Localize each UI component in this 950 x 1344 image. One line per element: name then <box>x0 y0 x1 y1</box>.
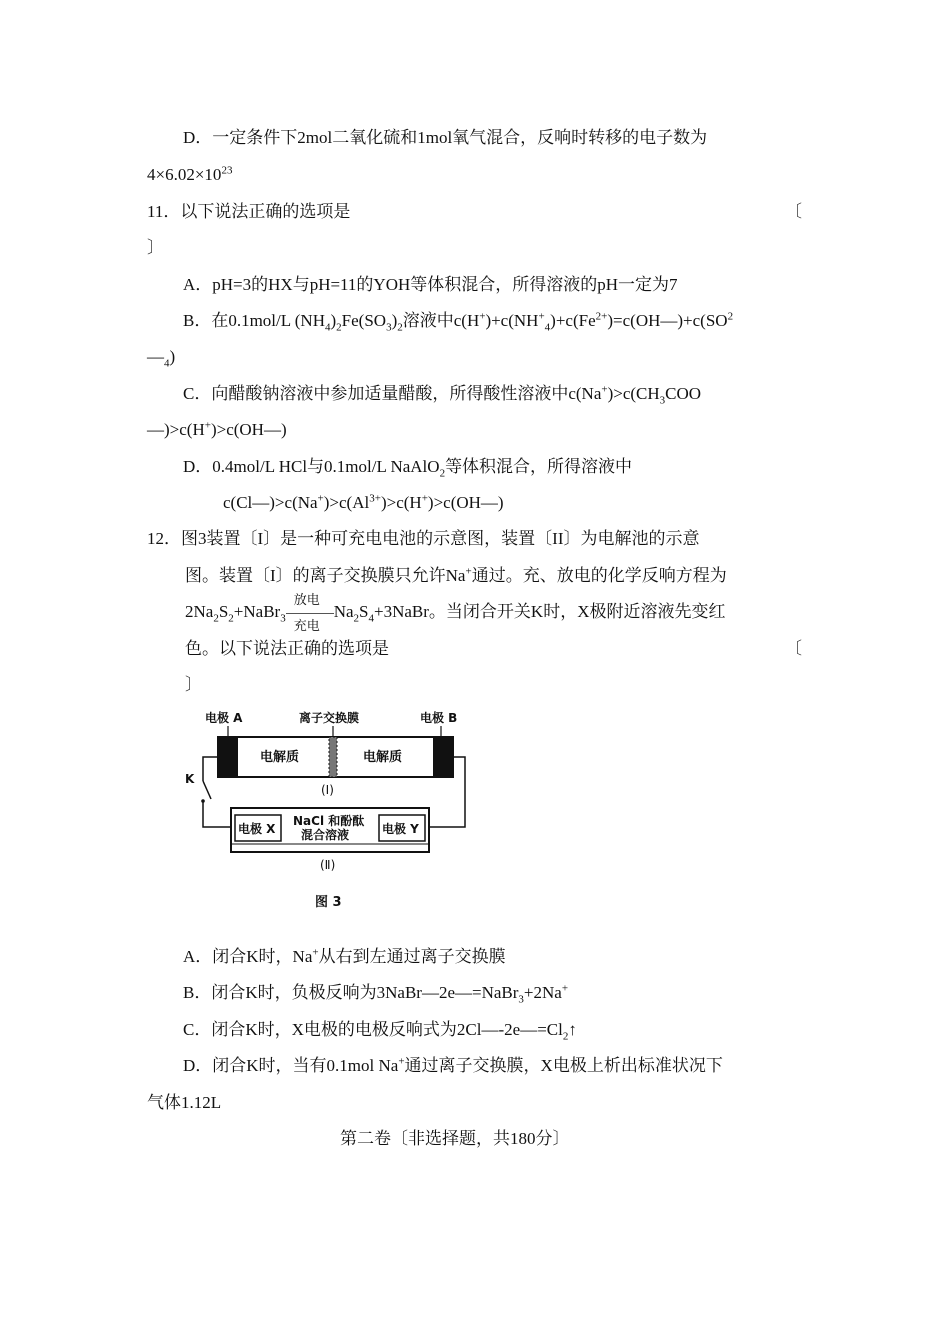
q12-stem-line2: 图。装置〔I〕的离子交换膜只允许Na+通过。充、放电的化学反响方程为 <box>185 565 727 585</box>
q11-option-b: B．在0.1mol/L $(NH_4)_2Fe(SO_3)_2$溶液中$c(H^+)+c(NH^+_4)+c(Fe^{2+})=c(OH—)+c(SO^2$ <box>183 310 734 334</box>
label-device-ii: (Ⅱ) <box>320 858 336 872</box>
q11-option-c: C．向醋酸钠溶液中参加适量醋酸，所得酸性溶液中$c(Na^+)>c(CH_3COO$ <box>183 383 702 407</box>
q12-stem-line1: 12．图3装置〔I〕是一种可充电电池的示意图，装置〔II〕为电解池的示意 <box>147 529 700 548</box>
solution-label-line1: NaCl 和酚酞 <box>293 814 365 828</box>
q12-option-b: B．闭合K时，负极反响为3NaBr—2e—=NaBr$_3$+2Na+ <box>183 982 569 1006</box>
reversible-arrow: $\frac{\text{放电}}{\text{充电}}$ <box>286 601 334 623</box>
label-ion-exchange-membrane: 离子交换膜 <box>299 711 360 725</box>
label-electrode-a: 电极 A <box>205 711 243 725</box>
svg-text:电极 Y: 电极 Y <box>382 822 419 836</box>
label-device-i: (Ⅰ) <box>321 783 334 797</box>
q12-option-d: D．闭合K时，当有0.1mol Na+通过离子交换膜，X电极上析出标准状况下 <box>183 1055 723 1075</box>
switch-k <box>203 781 211 799</box>
q12-bracket-open: 〔 <box>785 639 802 658</box>
q11-option-d: D．0.4mol/L HCl与0.1mol/L NaAlO$_2$等体积混合，所得溶液中 <box>183 457 633 480</box>
q12-option-a: A．闭合K时，Na+从右到左通过离子交换膜 <box>183 946 506 966</box>
q12-option-d-line2: 气体1.12L <box>147 1093 222 1112</box>
q10-option-d-line2: $4\times 6.02\times 10^{23}$ <box>147 164 233 184</box>
q11-stem: 11．以下说法正确的选项是 <box>147 202 351 221</box>
label-electrode-b: 电极 B <box>420 711 458 725</box>
electrolyte-right: 电解质 <box>363 750 403 765</box>
q12-bracket-close: 〕 <box>185 675 202 694</box>
q12-option-c: C．闭合K时，X电极的电极反响式为$2Cl—-2e—=Cl_2↑$ <box>183 1020 577 1043</box>
label-switch-k: K <box>185 772 195 786</box>
section-title: 第二卷〔非选择题，共180分〕 <box>340 1129 570 1148</box>
ion-exchange-membrane <box>329 737 337 777</box>
q11-option-a: A．pH=3的HX与pH=11的YOH等体积混合，所得溶液的pH一定为7 <box>183 275 678 294</box>
figure-3-diagram <box>183 703 473 913</box>
solution-label-line2: 混合溶液 <box>301 828 350 842</box>
q12-stem-line4: 色。以下说法正确的选项是 <box>185 639 389 658</box>
electrolyte-left: 电解质 <box>260 750 300 765</box>
q11-bracket-close: 〕 <box>147 238 164 257</box>
electrode-b-plate <box>433 737 453 777</box>
svg-text:电极 X: 电极 X <box>238 822 276 836</box>
electrode-a-plate <box>218 737 238 777</box>
q11-bracket-open: 〔 <box>785 202 802 221</box>
q11-option-d-line2: $c(Cl—)>c(Na^+)>c(Al^{3+})>c(H^+)>c(OH—)$ <box>223 492 504 512</box>
q10-option-d-line1: D．一定条件下2mol二氧化硫和1mol氧气混合，反响时转移的电子数为 <box>183 128 708 147</box>
figure-caption: 图 3 <box>315 895 342 910</box>
q11-option-c-line2: —)>c(H+)>c(OH—) <box>147 419 287 439</box>
q12-equation-line: $2Na_2S_2+NaBr_3$ $\frac{\text{放电}}{\text{充电}}$ $Na_2S_4+3NaBr$。当闭合开关K时，X极附近溶液先变红 <box>185 592 726 633</box>
q11-option-b-line2: $—_4$) <box>147 347 176 370</box>
